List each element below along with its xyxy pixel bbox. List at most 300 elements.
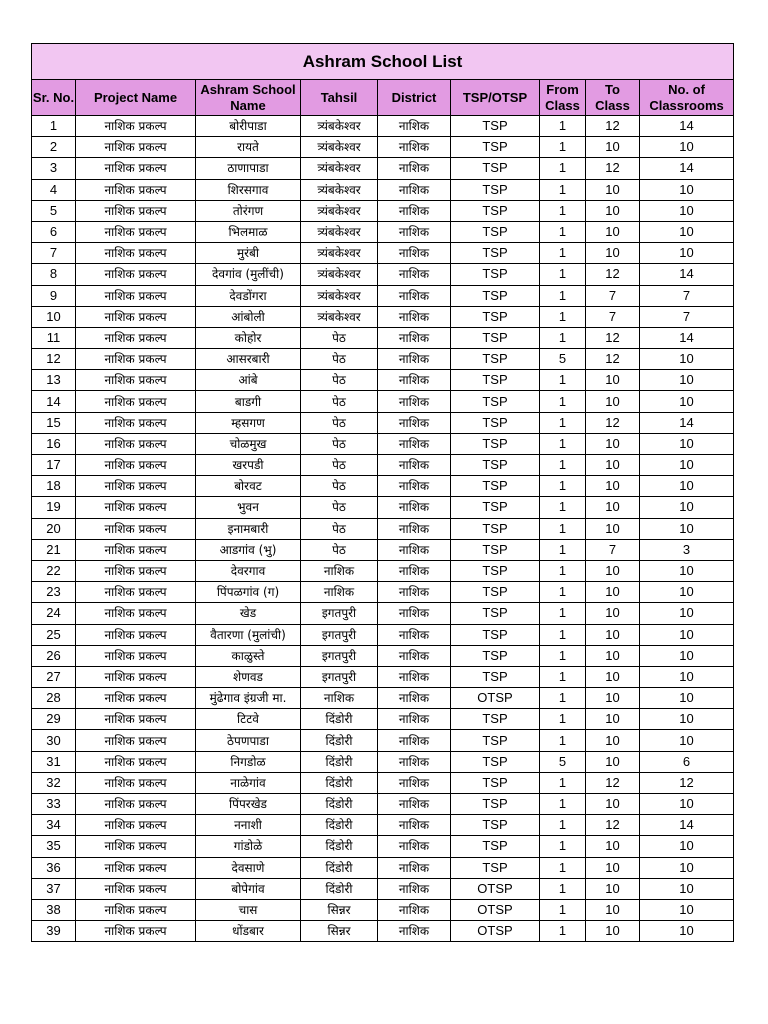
sr-no-cell: 15	[32, 412, 76, 433]
school-name-cell: देवरगाव	[196, 560, 301, 581]
from-class-cell: 5	[540, 751, 586, 772]
from-class-cell: 1	[540, 116, 586, 137]
tsp-otsp-cell: TSP	[451, 455, 540, 476]
classrooms-cell: 10	[640, 857, 734, 878]
school-name-cell: भिलमाळ	[196, 221, 301, 242]
table-row	[32, 243, 734, 264]
table-row	[32, 391, 734, 412]
sr-no-cell: 18	[32, 476, 76, 497]
tsp-otsp-cell: TSP	[451, 137, 540, 158]
from-class-cell: 1	[540, 327, 586, 348]
from-class-cell: 1	[540, 370, 586, 391]
from-class-cell: 1	[540, 306, 586, 327]
classrooms-cell: 14	[640, 412, 734, 433]
from-class-cell: 1	[540, 285, 586, 306]
school-name-cell: तोरंगण	[196, 200, 301, 221]
project-name-cell: नाशिक प्रकल्प	[76, 179, 196, 200]
to-class-cell: 10	[586, 200, 640, 221]
header-project-name: Project Name	[76, 80, 196, 116]
table-row	[32, 433, 734, 454]
district-cell: नाशिक	[378, 116, 451, 137]
table-row	[32, 560, 734, 581]
sr-no-cell: 37	[32, 878, 76, 899]
sr-no-cell: 32	[32, 772, 76, 793]
classrooms-cell: 14	[640, 264, 734, 285]
classrooms-cell: 10	[640, 243, 734, 264]
tahsil-cell: दिंडोरी	[301, 878, 378, 899]
table-row	[32, 116, 734, 137]
school-name-cell: गांडोळे	[196, 836, 301, 857]
table-row	[32, 137, 734, 158]
tahsil-cell: त्र्यंबकेश्वर	[301, 179, 378, 200]
tsp-otsp-cell: TSP	[451, 730, 540, 751]
tsp-otsp-cell: TSP	[451, 158, 540, 179]
classrooms-cell: 10	[640, 179, 734, 200]
tahsil-cell: नाशिक	[301, 688, 378, 709]
tsp-otsp-cell: TSP	[451, 815, 540, 836]
table-body	[32, 116, 734, 942]
classrooms-cell: 14	[640, 116, 734, 137]
tahsil-cell: दिंडोरी	[301, 772, 378, 793]
district-cell: नाशिक	[378, 158, 451, 179]
from-class-cell: 1	[540, 518, 586, 539]
tahsil-cell: दिंडोरी	[301, 794, 378, 815]
district-cell: नाशिक	[378, 264, 451, 285]
classrooms-cell: 10	[640, 645, 734, 666]
to-class-cell: 10	[586, 476, 640, 497]
sr-no-cell: 19	[32, 497, 76, 518]
from-class-cell: 1	[540, 539, 586, 560]
sr-no-cell: 14	[32, 391, 76, 412]
to-class-cell: 10	[586, 709, 640, 730]
tahsil-cell: नाशिक	[301, 582, 378, 603]
project-name-cell: नाशिक प्रकल्प	[76, 200, 196, 221]
to-class-cell: 10	[586, 370, 640, 391]
sr-no-cell: 30	[32, 730, 76, 751]
tahsil-cell: त्र्यंबकेश्वर	[301, 285, 378, 306]
from-class-cell: 1	[540, 582, 586, 603]
district-cell: नाशिक	[378, 518, 451, 539]
project-name-cell: नाशिक प्रकल्प	[76, 878, 196, 899]
tsp-otsp-cell: OTSP	[451, 899, 540, 920]
project-name-cell: नाशिक प्रकल्प	[76, 772, 196, 793]
sr-no-cell: 4	[32, 179, 76, 200]
table-row	[32, 688, 734, 709]
tsp-otsp-cell: TSP	[451, 497, 540, 518]
tahsil-cell: पेठ	[301, 327, 378, 348]
from-class-cell: 1	[540, 666, 586, 687]
tahsil-cell: त्र्यंबकेश्वर	[301, 137, 378, 158]
tahsil-cell: पेठ	[301, 539, 378, 560]
table-row	[32, 899, 734, 920]
tahsil-cell: पेठ	[301, 391, 378, 412]
sr-no-cell: 1	[32, 116, 76, 137]
school-name-cell: बोरवट	[196, 476, 301, 497]
district-cell: नाशिक	[378, 476, 451, 497]
district-cell: नाशिक	[378, 688, 451, 709]
tsp-otsp-cell: TSP	[451, 243, 540, 264]
project-name-cell: नाशिक प्रकल्प	[76, 582, 196, 603]
project-name-cell: नाशिक प्रकल्प	[76, 221, 196, 242]
tahsil-cell: त्र्यंबकेश्वर	[301, 243, 378, 264]
sr-no-cell: 13	[32, 370, 76, 391]
tsp-otsp-cell: TSP	[451, 476, 540, 497]
from-class-cell: 1	[540, 179, 586, 200]
table-row	[32, 921, 734, 942]
project-name-cell: नाशिक प्रकल्प	[76, 497, 196, 518]
to-class-cell: 10	[586, 391, 640, 412]
district-cell: नाशिक	[378, 751, 451, 772]
tahsil-cell: सिन्नर	[301, 899, 378, 920]
from-class-cell: 1	[540, 221, 586, 242]
tahsil-cell: त्र्यंबकेश्वर	[301, 264, 378, 285]
to-class-cell: 12	[586, 116, 640, 137]
district-cell: नाशिक	[378, 349, 451, 370]
sr-no-cell: 29	[32, 709, 76, 730]
sr-no-cell: 34	[32, 815, 76, 836]
school-name-cell: इनामबारी	[196, 518, 301, 539]
school-name-cell: शिरसगाव	[196, 179, 301, 200]
project-name-cell: नाशिक प्रकल्प	[76, 455, 196, 476]
tsp-otsp-cell: TSP	[451, 560, 540, 581]
tahsil-cell: त्र्यंबकेश्वर	[301, 221, 378, 242]
classrooms-cell: 10	[640, 794, 734, 815]
classrooms-cell: 10	[640, 455, 734, 476]
school-name-cell: खेड	[196, 603, 301, 624]
project-name-cell: नाशिक प्रकल्प	[76, 666, 196, 687]
table-row	[32, 857, 734, 878]
classrooms-cell: 14	[640, 815, 734, 836]
school-name-cell: टिटवे	[196, 709, 301, 730]
school-name-cell: देवसाणे	[196, 857, 301, 878]
table-row	[32, 645, 734, 666]
table-row	[32, 412, 734, 433]
to-class-cell: 10	[586, 221, 640, 242]
tahsil-cell: पेठ	[301, 412, 378, 433]
district-cell: नाशिक	[378, 772, 451, 793]
table-row	[32, 878, 734, 899]
tsp-otsp-cell: TSP	[451, 751, 540, 772]
table-row	[32, 751, 734, 772]
tsp-otsp-cell: TSP	[451, 285, 540, 306]
to-class-cell: 12	[586, 264, 640, 285]
school-name-cell: कोहोर	[196, 327, 301, 348]
tsp-otsp-cell: TSP	[451, 200, 540, 221]
sr-no-cell: 26	[32, 645, 76, 666]
to-class-cell: 12	[586, 349, 640, 370]
classrooms-cell: 14	[640, 327, 734, 348]
classrooms-cell: 10	[640, 836, 734, 857]
sr-no-cell: 35	[32, 836, 76, 857]
classrooms-cell: 10	[640, 349, 734, 370]
to-class-cell: 10	[586, 518, 640, 539]
sr-no-cell: 24	[32, 603, 76, 624]
tahsil-cell: त्र्यंबकेश्वर	[301, 158, 378, 179]
district-cell: नाशिक	[378, 497, 451, 518]
sr-no-cell: 16	[32, 433, 76, 454]
tahsil-cell: दिंडोरी	[301, 857, 378, 878]
from-class-cell: 1	[540, 772, 586, 793]
district-cell: नाशिक	[378, 921, 451, 942]
school-name-cell: भुवन	[196, 497, 301, 518]
tsp-otsp-cell: TSP	[451, 306, 540, 327]
tahsil-cell: दिंडोरी	[301, 730, 378, 751]
project-name-cell: नाशिक प्रकल्प	[76, 370, 196, 391]
to-class-cell: 10	[586, 433, 640, 454]
classrooms-cell: 10	[640, 497, 734, 518]
from-class-cell: 1	[540, 497, 586, 518]
tsp-otsp-cell: OTSP	[451, 688, 540, 709]
district-cell: नाशिक	[378, 137, 451, 158]
project-name-cell: नाशिक प्रकल्प	[76, 137, 196, 158]
classrooms-cell: 10	[640, 624, 734, 645]
school-name-cell: शेणवड	[196, 666, 301, 687]
header-from-class: From Class	[540, 80, 586, 116]
school-name-cell: म्हसगण	[196, 412, 301, 433]
school-name-cell: वैतारणा (मुलांची)	[196, 624, 301, 645]
school-name-cell: खरपडी	[196, 455, 301, 476]
sr-no-cell: 8	[32, 264, 76, 285]
table-row	[32, 200, 734, 221]
project-name-cell: नाशिक प्रकल्प	[76, 645, 196, 666]
classrooms-cell: 10	[640, 666, 734, 687]
project-name-cell: नाशिक प्रकल्प	[76, 349, 196, 370]
school-name-cell: देवगांव (मुलींची)	[196, 264, 301, 285]
district-cell: नाशिक	[378, 243, 451, 264]
from-class-cell: 1	[540, 158, 586, 179]
from-class-cell: 1	[540, 391, 586, 412]
tsp-otsp-cell: TSP	[451, 179, 540, 200]
from-class-cell: 1	[540, 455, 586, 476]
table-row	[32, 772, 734, 793]
tsp-otsp-cell: TSP	[451, 582, 540, 603]
sr-no-cell: 10	[32, 306, 76, 327]
district-cell: नाशिक	[378, 179, 451, 200]
classrooms-cell: 10	[640, 709, 734, 730]
project-name-cell: नाशिक प्रकल्प	[76, 560, 196, 581]
from-class-cell: 1	[540, 857, 586, 878]
classrooms-cell: 10	[640, 921, 734, 942]
school-name-cell: मुरंबी	[196, 243, 301, 264]
from-class-cell: 1	[540, 878, 586, 899]
tahsil-cell: इगतपुरी	[301, 603, 378, 624]
tsp-otsp-cell: TSP	[451, 412, 540, 433]
table-row	[32, 666, 734, 687]
district-cell: नाशिक	[378, 221, 451, 242]
project-name-cell: नाशिक प्रकल्प	[76, 306, 196, 327]
from-class-cell: 1	[540, 688, 586, 709]
tsp-otsp-cell: TSP	[451, 264, 540, 285]
school-name-cell: बाडगी	[196, 391, 301, 412]
project-name-cell: नाशिक प्रकल्प	[76, 518, 196, 539]
sr-no-cell: 3	[32, 158, 76, 179]
classrooms-cell: 10	[640, 433, 734, 454]
classrooms-cell: 10	[640, 476, 734, 497]
school-name-cell: चास	[196, 899, 301, 920]
tsp-otsp-cell: TSP	[451, 836, 540, 857]
to-class-cell: 10	[586, 560, 640, 581]
classrooms-cell: 10	[640, 391, 734, 412]
sr-no-cell: 28	[32, 688, 76, 709]
header-tahsil: Tahsil	[301, 80, 378, 116]
school-name-cell: आंबे	[196, 370, 301, 391]
school-name-cell: पिंपळगांव (ग)	[196, 582, 301, 603]
district-cell: नाशिक	[378, 730, 451, 751]
school-name-cell: मुंढेगाव इंग्रजी मा.	[196, 688, 301, 709]
tsp-otsp-cell: TSP	[451, 645, 540, 666]
tsp-otsp-cell: TSP	[451, 349, 540, 370]
district-cell: नाशिक	[378, 878, 451, 899]
sr-no-cell: 36	[32, 857, 76, 878]
project-name-cell: नाशिक प्रकल्प	[76, 836, 196, 857]
table-row	[32, 730, 734, 751]
tsp-otsp-cell: TSP	[451, 772, 540, 793]
table-row	[32, 327, 734, 348]
sr-no-cell: 31	[32, 751, 76, 772]
sr-no-cell: 6	[32, 221, 76, 242]
district-cell: नाशिक	[378, 285, 451, 306]
sr-no-cell: 17	[32, 455, 76, 476]
table-row	[32, 582, 734, 603]
to-class-cell: 10	[586, 666, 640, 687]
tsp-otsp-cell: TSP	[451, 857, 540, 878]
tsp-otsp-cell: TSP	[451, 518, 540, 539]
to-class-cell: 7	[586, 306, 640, 327]
project-name-cell: नाशिक प्रकल्प	[76, 624, 196, 645]
school-name-cell: निगडोळ	[196, 751, 301, 772]
table-row	[32, 603, 734, 624]
from-class-cell: 1	[540, 433, 586, 454]
tahsil-cell: दिंडोरी	[301, 709, 378, 730]
project-name-cell: नाशिक प्रकल्प	[76, 391, 196, 412]
sr-no-cell: 39	[32, 921, 76, 942]
from-class-cell: 1	[540, 899, 586, 920]
school-name-cell: देवडोंगरा	[196, 285, 301, 306]
header-no-of-classrooms: No. of Classrooms	[640, 80, 734, 116]
tahsil-cell: पेठ	[301, 476, 378, 497]
district-cell: नाशिक	[378, 539, 451, 560]
school-name-cell: ननाशी	[196, 815, 301, 836]
classrooms-cell: 10	[640, 603, 734, 624]
district-cell: नाशिक	[378, 391, 451, 412]
school-name-cell: बोरीपाडा	[196, 116, 301, 137]
school-name-cell: आडगांव (भु)	[196, 539, 301, 560]
classrooms-cell: 10	[640, 518, 734, 539]
project-name-cell: नाशिक प्रकल्प	[76, 688, 196, 709]
table-row	[32, 815, 734, 836]
classrooms-cell: 10	[640, 688, 734, 709]
school-name-cell: बोपेगांव	[196, 878, 301, 899]
classrooms-cell: 10	[640, 582, 734, 603]
from-class-cell: 1	[540, 836, 586, 857]
table-row	[32, 370, 734, 391]
table-title: Ashram School List	[32, 44, 734, 80]
district-cell: नाशिक	[378, 815, 451, 836]
to-class-cell: 10	[586, 243, 640, 264]
classrooms-cell: 14	[640, 158, 734, 179]
district-cell: नाशिक	[378, 645, 451, 666]
to-class-cell: 10	[586, 857, 640, 878]
ashram-school-table	[31, 43, 734, 942]
classrooms-cell: 6	[640, 751, 734, 772]
to-class-cell: 10	[586, 836, 640, 857]
district-cell: नाशिक	[378, 709, 451, 730]
classrooms-cell: 10	[640, 200, 734, 221]
project-name-cell: नाशिक प्रकल्प	[76, 116, 196, 137]
from-class-cell: 1	[540, 137, 586, 158]
table-row	[32, 624, 734, 645]
to-class-cell: 7	[586, 539, 640, 560]
tsp-otsp-cell: TSP	[451, 116, 540, 137]
from-class-cell: 1	[540, 560, 586, 581]
to-class-cell: 12	[586, 327, 640, 348]
sr-no-cell: 22	[32, 560, 76, 581]
table-row	[32, 349, 734, 370]
classrooms-cell: 10	[640, 137, 734, 158]
tsp-otsp-cell: TSP	[451, 391, 540, 412]
project-name-cell: नाशिक प्रकल्प	[76, 476, 196, 497]
ashram-school-sheet	[31, 43, 733, 942]
school-name-cell: नाळेगांव	[196, 772, 301, 793]
district-cell: नाशिक	[378, 455, 451, 476]
district-cell: नाशिक	[378, 412, 451, 433]
header-ashram-school-name: Ashram School Name	[196, 80, 301, 116]
header-sr-no: Sr. No.	[32, 80, 76, 116]
classrooms-cell: 10	[640, 899, 734, 920]
to-class-cell: 10	[586, 794, 640, 815]
tsp-otsp-cell: TSP	[451, 709, 540, 730]
to-class-cell: 10	[586, 497, 640, 518]
to-class-cell: 10	[586, 730, 640, 751]
to-class-cell: 12	[586, 772, 640, 793]
to-class-cell: 12	[586, 158, 640, 179]
tahsil-cell: पेठ	[301, 497, 378, 518]
from-class-cell: 5	[540, 349, 586, 370]
table-row	[32, 264, 734, 285]
to-class-cell: 10	[586, 751, 640, 772]
to-class-cell: 10	[586, 645, 640, 666]
school-name-cell: चोळमुख	[196, 433, 301, 454]
table-row	[32, 497, 734, 518]
sr-no-cell: 2	[32, 137, 76, 158]
header-district: District	[378, 80, 451, 116]
tsp-otsp-cell: OTSP	[451, 921, 540, 942]
district-cell: नाशिक	[378, 666, 451, 687]
to-class-cell: 12	[586, 815, 640, 836]
table-row	[32, 709, 734, 730]
from-class-cell: 1	[540, 645, 586, 666]
project-name-cell: नाशिक प्रकल्प	[76, 730, 196, 751]
tahsil-cell: इगतपुरी	[301, 624, 378, 645]
classrooms-cell: 10	[640, 730, 734, 751]
project-name-cell: नाशिक प्रकल्प	[76, 751, 196, 772]
tahsil-cell: इगतपुरी	[301, 666, 378, 687]
sr-no-cell: 33	[32, 794, 76, 815]
district-cell: नाशिक	[378, 836, 451, 857]
district-cell: नाशिक	[378, 603, 451, 624]
table-row	[32, 455, 734, 476]
tsp-otsp-cell: TSP	[451, 327, 540, 348]
table-row	[32, 518, 734, 539]
district-cell: नाशिक	[378, 306, 451, 327]
school-name-cell: रायते	[196, 137, 301, 158]
from-class-cell: 1	[540, 200, 586, 221]
tahsil-cell: दिंडोरी	[301, 836, 378, 857]
district-cell: नाशिक	[378, 899, 451, 920]
district-cell: नाशिक	[378, 433, 451, 454]
from-class-cell: 1	[540, 412, 586, 433]
project-name-cell: नाशिक प्रकल्प	[76, 603, 196, 624]
